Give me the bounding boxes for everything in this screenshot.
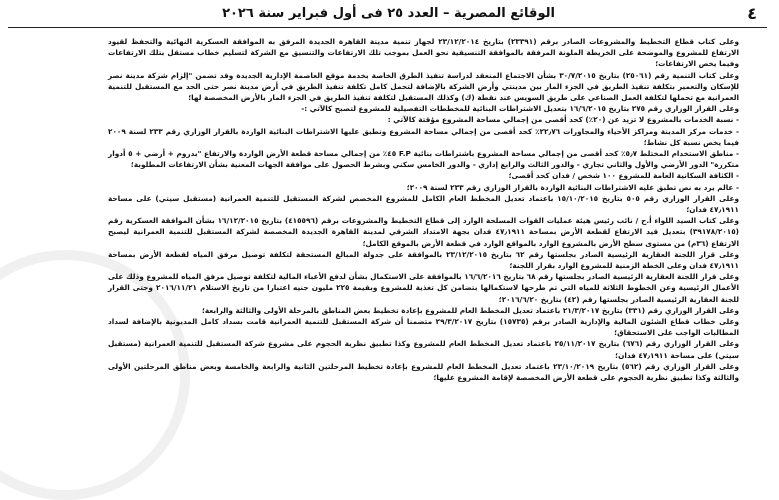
paragraph: - خدمات مركز المدينة ومراكز الأحياء والمجاورات ٢٢٫٧٦٪ كحد أقصى من إجمالي مساحة المشروع وتطبق عليها الاشتراطات البنائية الواردة بالقرار الوزاري رقم ٢٣٣ لسنة ٢٠٠٩ فيما يخص نسبة كل نشاط؛ <box>108 126 739 147</box>
header-divider <box>8 27 767 28</box>
paragraph: - عالم يرد به نص تطبق عليه الاشتراطات البنائية الواردة بالقرار الوزاري رقم ٢٣٣ لسنة ٢٠٠٩؛ <box>406 182 739 192</box>
document-body <box>108 36 739 383</box>
paragraph: - الكثافة السكانية العامة للمشروع ١٠٠ شخص / فدان كحد أقصى؛ <box>508 171 739 181</box>
paragraph: وعلى خطاب قطاع الشئون المالية والإدارية الصادر برقم (١٥٧٣٥) بتاريخ ٢٩/٣/٢٠١٧ متضمنا أن شركة المستقبل للتنمية العمرانية قامت بسداد كامل المديونية بالإضافة لسداد المطالبات الواجب على الاستحقاق؛ <box>108 317 740 338</box>
paragraph: - نسبة الخدمات بالمشروع لا تزيد عن (٢٠٪) كحد أقصى من إجمالي مساحة المشروع مؤقتة كالآتي : <box>387 115 739 125</box>
paragraph: وعلى كتاب التنمية رقم (٢٥٠٦١) بتاريخ ٣٠/٧/٢٠١٥ بشأن الاجتماع المنعقد لدراسة تنفيذ الطرق الخاصة بخدمة موقع العاصمة الإدارية الجديدة وقد تضمن "إلزام شركة مدينة نصر للإسكان والتعمير بتكلفة تنفيذ الطريق في الجزء المار بين مدينتي وأرض الشركة بالإضافة لتحمل كامل تكلفة تنفيذ الطريق في أرض مدينة نصر حتى الحد مع المستقبل للتنمية العمرانية مع تحملها لتكلفة العمل الصناعي على طريق السويس عند نقطة (ك) وكذلك المستقبل لتكلفة تنفيذ الطريق في الجزء المار بالأرض المخصصة لها؛ <box>108 70 740 103</box>
paragraph: وعلى كتاب السيد اللواء أ.ح / نائب رئيس هيئة عمليات القوات المسلحة الوارد إلى قطاع التخطيط والمشروعات برقم (٤١٥٥٩٦) بتاريخ ١٦/١٢/٢٠١٥ بشأن الموافقة العسكرية رقم (٣٩١٧٨/٢٠١٥) بتعديل قيد الارتفاع لقطعة الأرض بمساحة ٤٧٫١٩١١ فدان بجهة الامتداد الشرقي لمدينة القاهرة الجديدة المخصصة لشركة المستقبل للتنمية العمرانية ليصبح الارتفاع (٣٦م) من مستوى سطح الأرض بالمشروع الوارد بالمواقع الوارد في قطعة الأرض بالموقع الكامل؛ <box>108 216 739 248</box>
paragraph: وعلى كتاب قطاع التخطيط والمشروعات الصادر برقم (٢٣٣٩١) بتاريخ ٢٣/١٢/٢٠١٤ لجهاز تنمية مدينة القاهرة الجديدة المرفق به الموافقة العسكرية النهائية والتحفظ لقيود الارتفاع للمشروع والموضحة على الخريطة الملونة المرفقة بالموافقة التنسيقية نحو العمل بموجب تلك الارتفاعات والتنسيق مع الشركة لتسليم خطاب مستقل بتلك الارتفاعات وفيما يخص الارتفاعات؛ <box>108 37 739 69</box>
paragraph: وعلى القرار الوزاري رقم (٦٧٦) بتاريخ ٢٥/١١/٢٠١٧ باعتماد تعديل المخطط العام للمشروع وكذا تطبيق نظرية الحجوم على مشروع شركة المستقبل للتنمية العمرانية (مستقبل سيتي) على مساحة ٤٧٫١٩١١ فدان؛ <box>108 339 740 360</box>
paragraph: وعلى القرار الوزاري رقم ٢٧٥ بتاريخ ١٦/٦/٢٠١٥ بتعديل الاشتراطات البنائية للمخططات التفصيلية للمشروع لتصبح كالآتي :- <box>301 104 739 114</box>
publication-title: الوقائع المصرية – العدد ٢٥ فى أول فبراير سنة ٢٠٢٦ <box>222 6 555 21</box>
paragraph: وعلى قرار اللجنة العقارية الرئيسية الصادر بجلستها رقم ٦٨ بتاريخ ١٦/٦/٢٠١٦ بالموافقة على الاستكمال بشأن لدفع الأعباء المالية لتكلفة توصيل مرفق المياه للمشروع وذلك على الأعمال الرئيسية وعن الخطوط الثلاثة للمياه التي تم طرحها لاستكمالها بتضامن كل تغذية للمشروع وبقيمة ٢٢٥ مليون جنيه اعتبارا من تاريخ الاستلام ٢٠١٦/١١/٢١ وحتى القرار للجنة العقارية الرئيسية الصادر بجلستها رقم (٤٢) بتاريخ ٢٠١٦/٦/٢٠؛ <box>108 272 740 304</box>
paragraph: - مناطق الاستخدام المختلط ٥٫٧٪ كحد أقصى من إجمالي مساحة المشروع باشتراطات بنائية F.P ٤٥٪ من إجمالي مساحة قطعة الأرض الواردة والارتفاع "بدروم + أرضي + ٥ أدوار متكررة" الدور الأرضي والأول والثاني تجاري - والدور الثالث والرابع إداري - والدور الخامس سكني وبشرط الحصول على موافقة الجهات المعنية بشأن الارتفاعات المطلوبة؛ <box>108 149 739 170</box>
page-number: ٤ <box>747 4 757 23</box>
paragraph: وعلى القرار الوزاري رقم (٣٣١) بتاريخ ٢١/٣/٢٠١٧ باعتماد تعديل المخطط العام للمشروع بإعادة تخطيط بعض المناطق بالمرحلة الأولى والثالثة والرابعة؛ <box>201 305 739 315</box>
page-header <box>20 6 757 24</box>
paragraph: وعلى القرار الوزاري رقم ٥٠٥ بتاريخ ١٥/١٠/٢٠١٥ باعتماد تعديل المخطط العام الكامل للمشروع المخصص لشركة المستقبل للتنمية العمرانية (مستقبل سيتي) على مساحة ٤٧٫١٩١١ فدان؛ <box>108 193 739 215</box>
paragraph: وعلى قرار اللجنة العقارية الرئيسية الصادر بجلستها رقم ٦٢ بتاريخ ٢٣/١٢/٢٠١٥ بالموافقة على جدولة المبالغ المستحقة لتكلفة توصيل مرفق المياه لقطعة الأرض بمساحة ٤٧٫١٩١١ فدان وعلى الخطة الزمنية للمشروع الوارد بقرار اللجنة؛ <box>108 249 739 271</box>
paragraph: وعلى القرار الوزاري رقم (٥٦٢) بتاريخ ٢٣/١٠/٢٠١٩ باعتماد تعديل المخطط العام للمشروع بإعادة تخطيط المرحلتين الثانية والرابعة والخامسة وبعض مناطق المرحلتين الأولى والثالثة وكذا تطبيق نظرية الحجوم على قطعة الأرض المخصصة لإقامة المشروع عليها؛ <box>108 361 740 383</box>
